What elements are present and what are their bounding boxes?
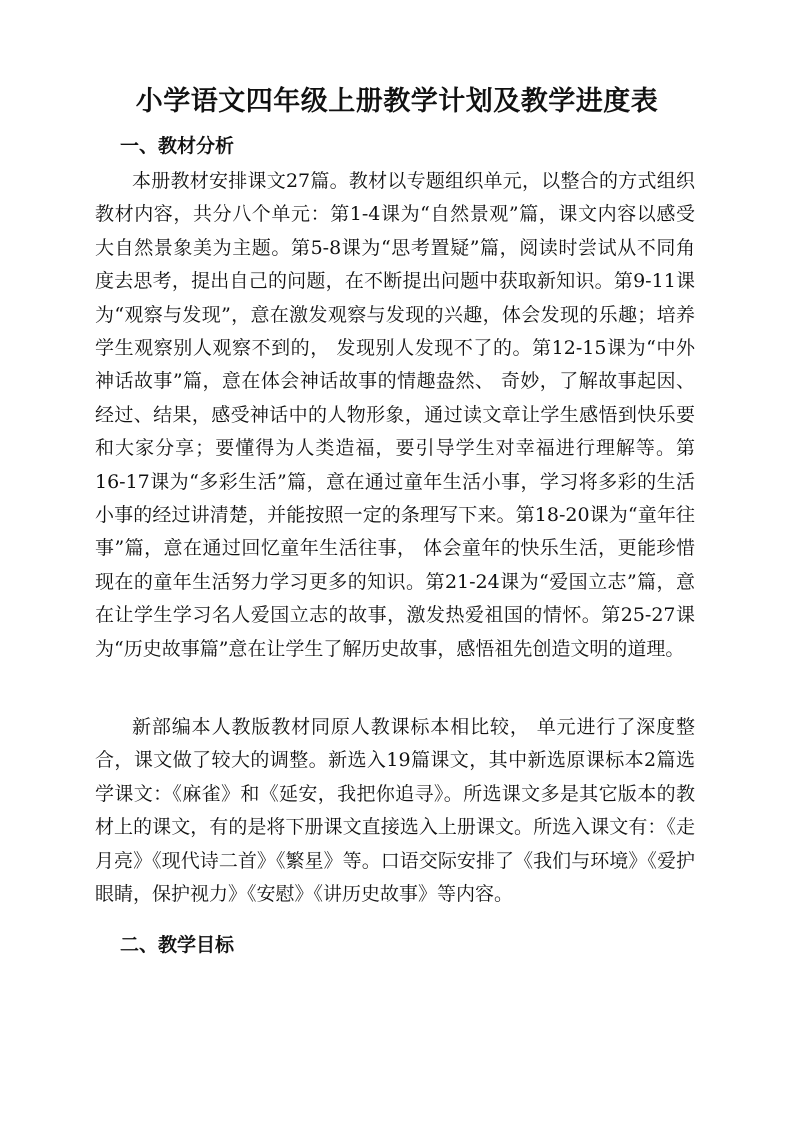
section-heading-teaching-goals: 二、教学目标 — [120, 934, 235, 956]
document-title: 小学语文四年级上册教学计划及教学进度表 — [135, 86, 659, 117]
paragraph-materials-overview: 本册教材安排课文27篇。教材以专题组织单元，以整合的方式组织教材内容，共分八个单元：第1-4课为“自然景观”篇，课文内容以感受大自然景象美为主题。第5-8课为“思考置疑”篇，阅读时尝试从不同角度去思考，提出自己的问题，在不断提出问题中获取新知识。第9-11课为“观察与发现”，意在激发观察与发现的兴趣，体会发现的乐趣；培养学生观察别人观察不到的， 发现别人发现不了的。第12-15课为“中外神话故事”篇，意在体会神话故事的情趣盎然、 奇妙，了解故事起因、经过、结果，感受神话中的人物形象，通过读文章让学生感悟到快乐要和大家分享；要懂得为人类造福，要引导学生对幸福进行理解等。第16-17课为“多彩生活”篇，意在通过童年生活小事，学习将多彩的生活小事的经过讲清楚，并能按照一定的条理写下来。第18-20课为“童年往事”篇，意在通过回忆童年生活往事， 体会童年的快乐生活，更能珍惜现在的童年生活努力学习更多的知识。第21-24课为“爱国立志”篇，意在让学生学习名人爱国立志的故事，激发热爱祖国的情怀。第25-27课为“历史故事篇”意在让学生了解历史故事，感悟祖先创造文明的道理。 — [95, 170, 695, 660]
paragraph-materials-comparison: 新部编本人教版教材同原人教课标本相比较， 单元进行了深度整合，课文做了较大的调整。新选入19篇课文，其中新选原课标本2篇选学课文：《麻雀》和《延安，我把你追寻》。所选课文多是其它版本的教材上的课文，有的是将下册课文直接选入上册课文。所选入课文有：《走月亮》《现代诗二首》《繁星》等。口语交际安排了《我们与环境》《爱护眼睛，保护视力》《安慰》《讲历史故事》等内容。 — [95, 716, 695, 906]
section-heading-materials-analysis: 一、教材分析 — [120, 135, 235, 157]
